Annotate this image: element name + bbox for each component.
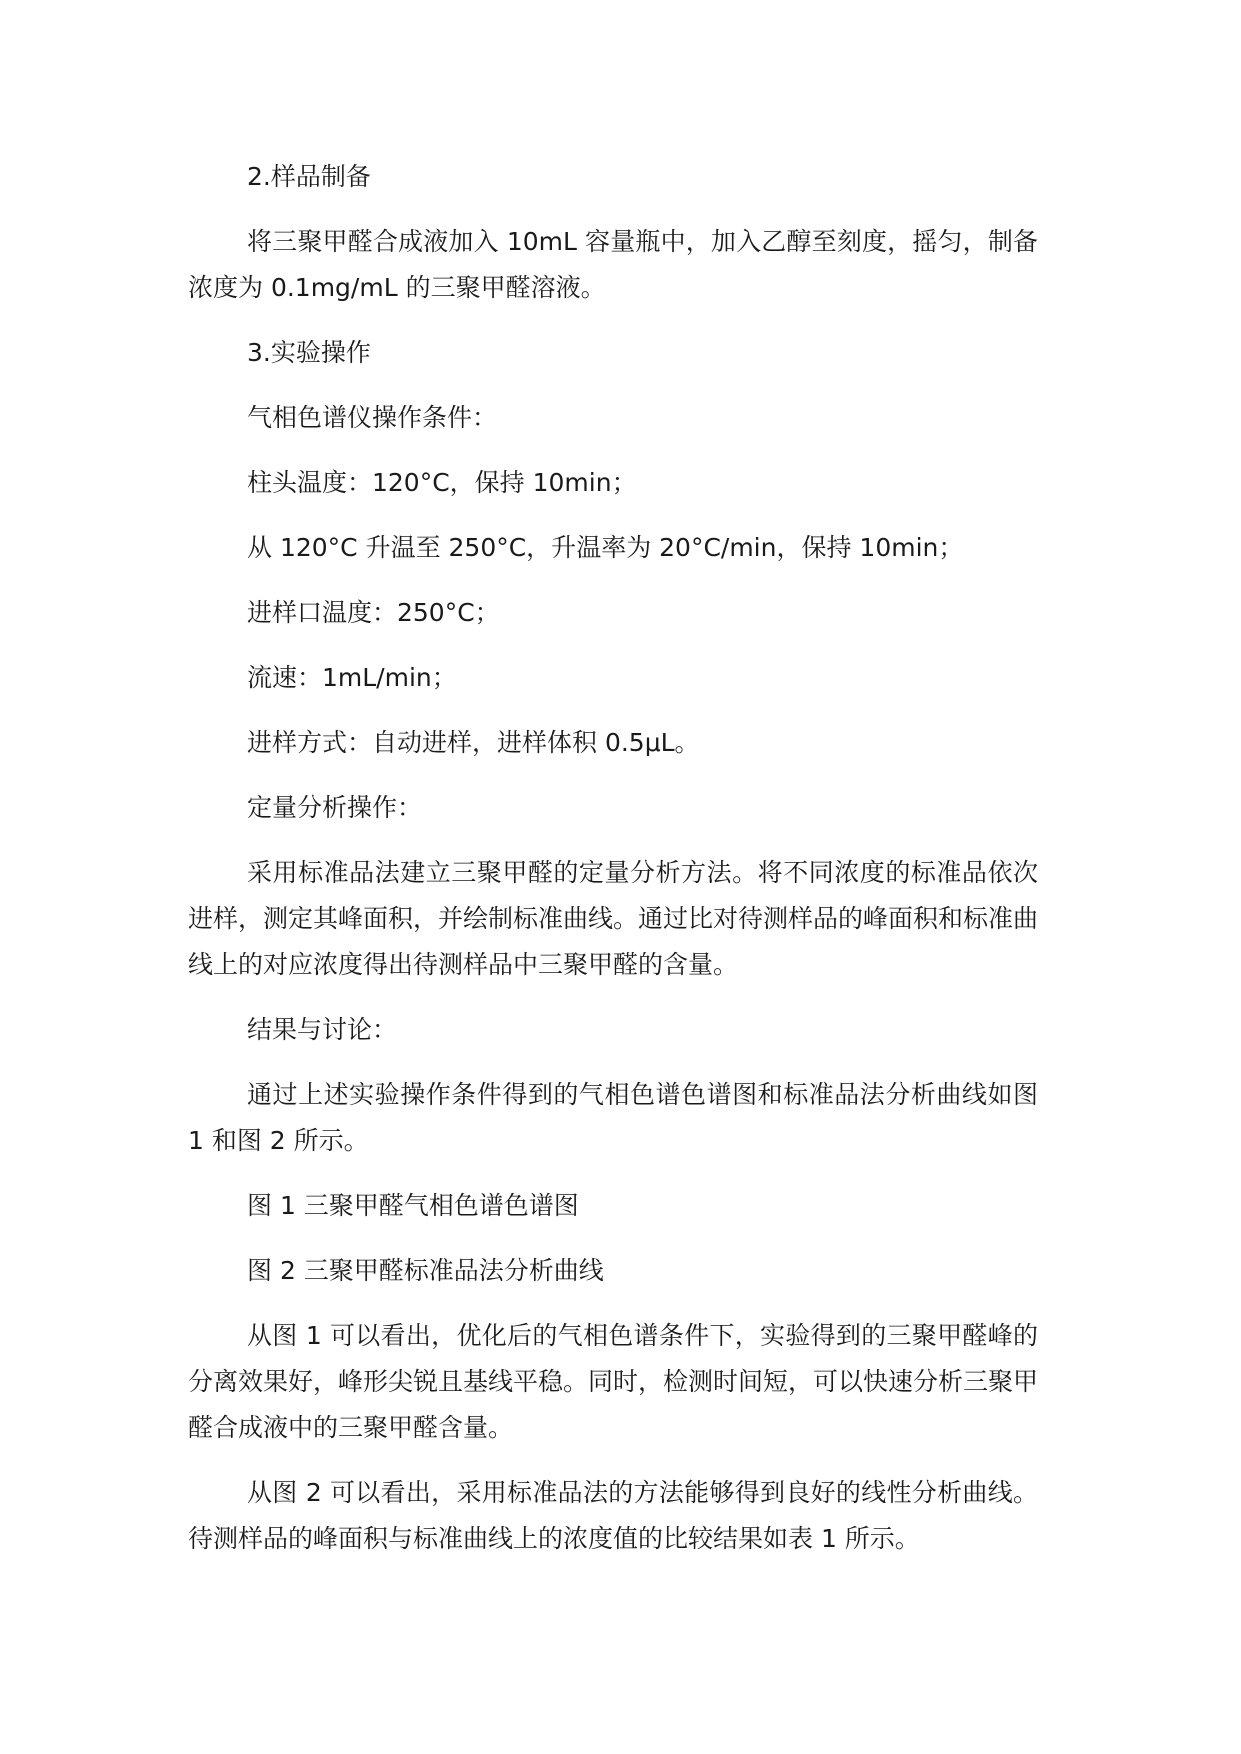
paragraph-figure-1-discussion: 从图 1 可以看出，优化后的气相色谱条件下，实验得到的三聚甲醛峰的分离效果好，峰形尖锐且基线平稳。同时，检测时间短，可以快速分析三聚甲醛合成液中的三聚甲醛含量。: [188, 1321, 1039, 1442]
condition-inlet-temperature: 进样口温度：250°C；: [247, 598, 500, 627]
condition-temperature-ramp: 从 120°C 升温至 250°C，升温率为 20°C/min，保持 10min；: [247, 533, 964, 562]
condition-column-temperature: 柱头温度：120°C，保持 10min；: [247, 468, 637, 497]
quantitative-analysis-label: 定量分析操作：: [247, 793, 423, 822]
paragraph-sample-preparation: 将三聚甲醛合成液加入 10mL 容量瓶中，加入乙醇至刻度，摇匀，制备浓度为 0.1mg/mL 的三聚甲醛溶液。: [188, 227, 1038, 302]
document-body: [188, 154, 1038, 1581]
section-heading-experiment-operation: 3.实验操作: [247, 338, 371, 367]
figure-2-caption: 图 2 三聚甲醛标准品法分析曲线: [247, 1256, 604, 1285]
figure-1-caption: 图 1 三聚甲醛气相色谱色谱图: [247, 1191, 579, 1220]
condition-injection-method: 进样方式：自动进样，进样体积 0.5μL。: [247, 728, 700, 757]
gc-conditions-label: 气相色谱仪操作条件：: [247, 403, 498, 432]
paragraph-results-intro: 通过上述实验操作条件得到的气相色谱色谱图和标准品法分析曲线如图 1 和图 2 所示。: [188, 1080, 1038, 1155]
paragraph-figure-2-discussion: 从图 2 可以看出，采用标准品法的方法能够得到良好的线性分析曲线。待测样品的峰面积与标准曲线上的浓度值的比较结果如表 1 所示。: [188, 1478, 1038, 1553]
section-heading-sample-preparation: 2.样品制备: [247, 162, 371, 191]
paragraph-quantitative-analysis: 采用标准品法建立三聚甲醛的定量分析方法。将不同浓度的标准品依次进样，测定其峰面积，并绘制标准曲线。通过比对待测样品的峰面积和标准曲线上的对应浓度得出待测样品中三聚甲醛的含量。: [188, 858, 1039, 979]
results-discussion-label: 结果与讨论：: [247, 1015, 398, 1044]
condition-flow-rate: 流速：1mL/min；: [247, 663, 457, 692]
